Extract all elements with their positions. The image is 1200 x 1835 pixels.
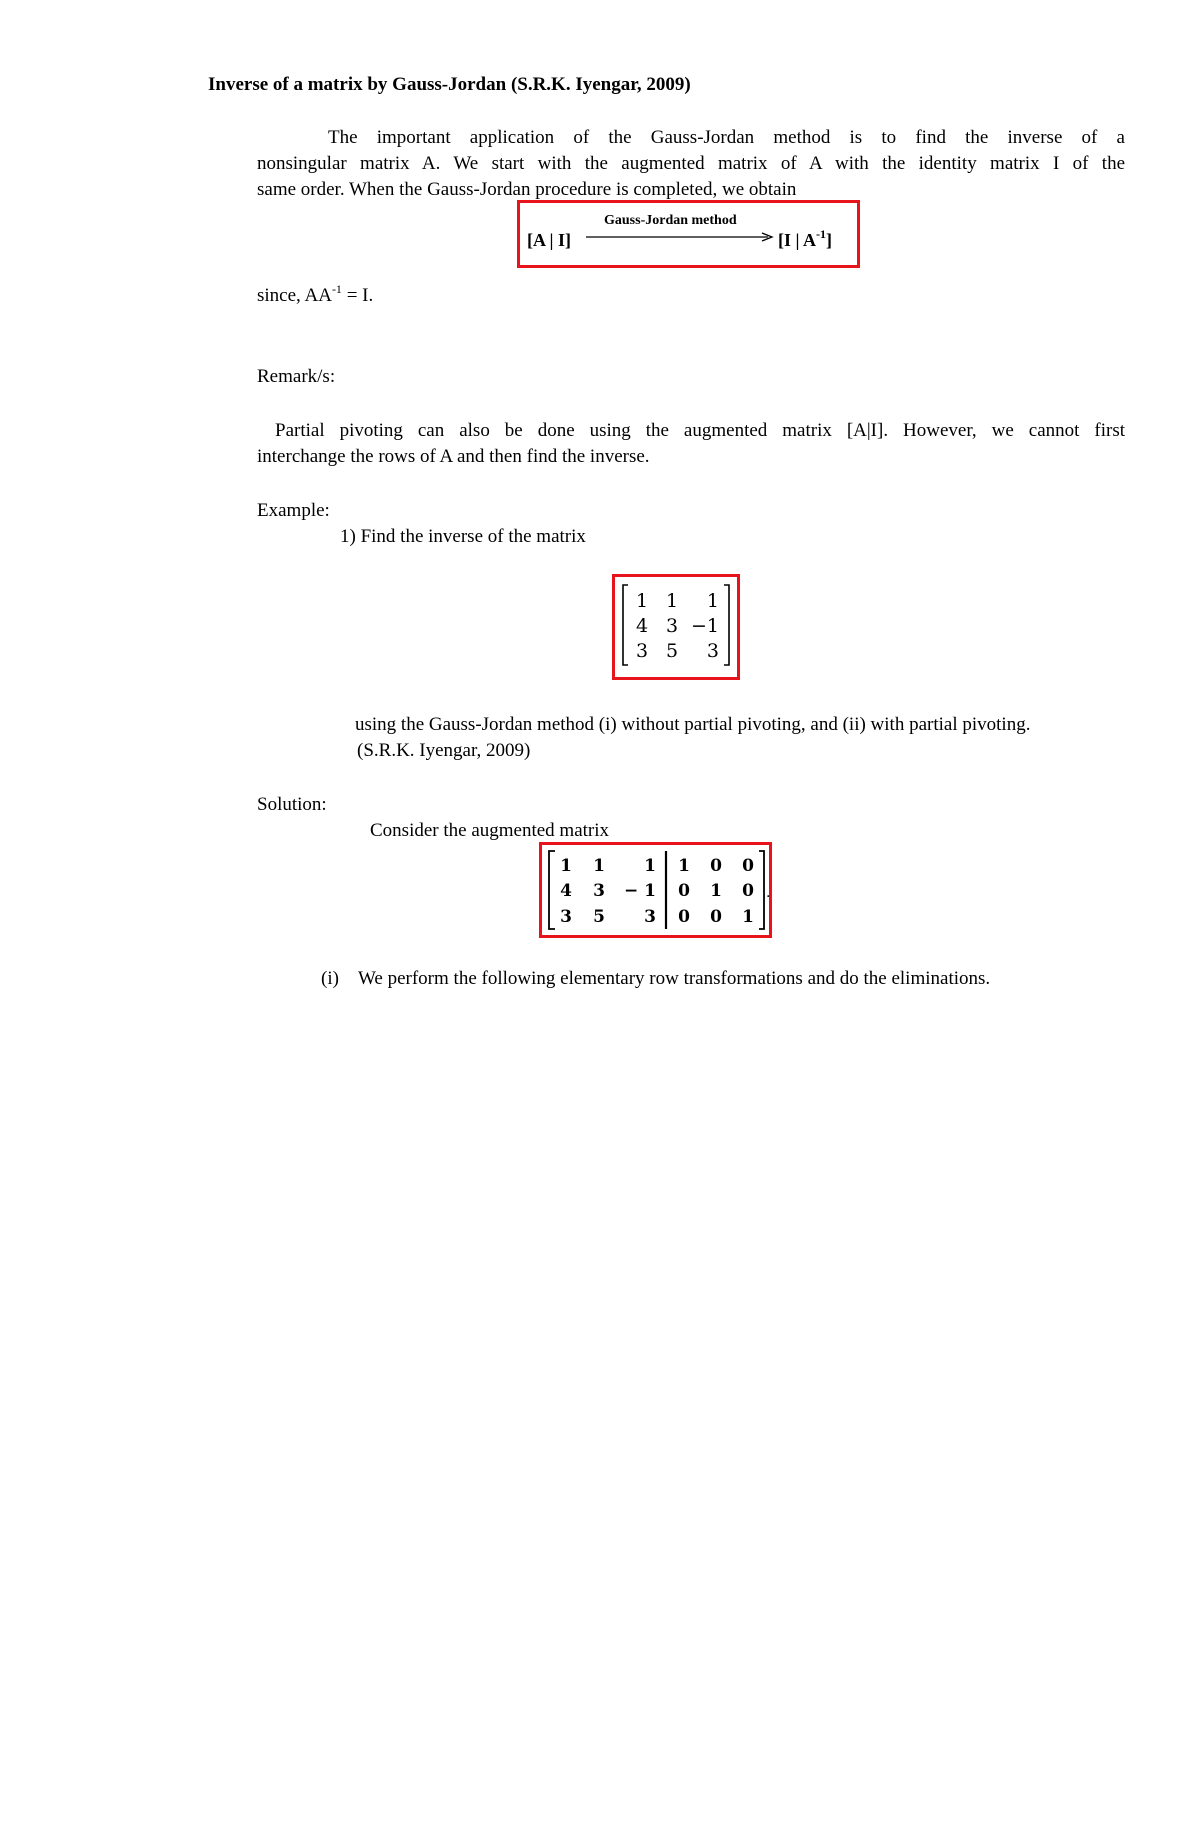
matrix-cell: 1 <box>706 590 719 612</box>
left-bracket <box>623 585 628 665</box>
matrix-cell: 1 <box>665 590 679 612</box>
matrix-cell: 3 <box>665 615 679 637</box>
intro-line-1: The important application of the Gauss-Jordan method is to find the inverse of a <box>328 127 1125 148</box>
augmented-cell: 3 <box>593 881 605 901</box>
right-arrow-icon <box>586 230 774 244</box>
intro-line-3: same order. When the Gauss-Jordan procedure is completed, we obtain <box>257 179 797 200</box>
augmented-cell: 1 <box>644 856 656 876</box>
page-title: Inverse of a matrix by Gauss-Jordan (S.R.K. Iyengar, 2009) <box>208 74 691 95</box>
citation: (S.R.K. Iyengar, 2009) <box>357 740 531 761</box>
augmented-cell: 1 <box>560 856 572 876</box>
augmented-cell: 0 <box>742 881 754 901</box>
augmented-cell: 1 <box>593 856 605 876</box>
augmented-a-i-label: [A | I] <box>527 230 571 250</box>
augmented-cell: 0 <box>678 907 690 927</box>
matrix-cell: −1 <box>690 615 719 637</box>
identity-inverse-main: [I | A <box>778 230 816 250</box>
identity-inverse-label <box>778 227 832 253</box>
matrix-a-figure <box>612 574 740 680</box>
remark-line-1: Partial pivoting can also be done using the augmented matrix [A|I]. However, we cannot first <box>275 420 1125 441</box>
since-statement <box>257 283 373 309</box>
left-bracket <box>549 851 555 929</box>
matrix-cell: 4 <box>635 615 649 637</box>
augmented-cell: 1 <box>710 881 722 901</box>
augmented-cell: 3 <box>560 907 572 927</box>
since-superscript: -1 <box>331 282 342 296</box>
augmented-cell: 4 <box>560 881 572 901</box>
augmented-cell: − 1 <box>624 881 656 901</box>
augmented-matrix-figure <box>539 842 772 938</box>
right-bracket <box>724 585 729 665</box>
identity-inverse-close: ] <box>825 230 832 250</box>
matrix-cell: 3 <box>635 640 649 662</box>
matrix-cell: 3 <box>706 640 719 662</box>
augmented-cell: 0 <box>710 907 722 927</box>
since-suffix: = I. <box>341 285 374 306</box>
augmented-trailing-period: . <box>766 885 771 901</box>
matrix-cell: 1 <box>635 590 649 612</box>
step-i <box>321 966 990 992</box>
example-heading: Example: <box>257 500 330 521</box>
inverse-superscript: -1 <box>815 227 826 241</box>
solution-heading: Solution: <box>257 794 327 815</box>
step-i-number: (i) <box>321 968 339 989</box>
augmented-cell: 3 <box>644 907 656 927</box>
matrix-a <box>615 577 737 677</box>
remark-line-2: interchange the rows of A and then find the inverse. <box>257 446 650 467</box>
gauss-jordan-method-label: Gauss-Jordan method <box>604 213 737 228</box>
example-item-1: 1) Find the inverse of the matrix <box>340 526 586 547</box>
using-text: using the Gauss-Jordan method (i) without partial pivoting, and (ii) with partial pivoting. <box>355 714 1031 735</box>
intro-paragraph <box>257 125 1125 203</box>
augmented-cell: 0 <box>742 856 754 876</box>
remarks-heading: Remark/s: <box>257 366 336 387</box>
augmented-cell: 1 <box>678 856 690 876</box>
step-i-text: We perform the following elementary row transformations and do the eliminations. <box>358 968 991 989</box>
augmented-cell: 0 <box>678 881 690 901</box>
augmented-cell: 5 <box>593 907 605 927</box>
consider-text: Consider the augmented matrix <box>370 820 610 841</box>
matrix-cell: 5 <box>665 640 679 662</box>
since-prefix: since, AA <box>257 285 332 306</box>
augmented-cell: 1 <box>742 907 754 927</box>
augmented-matrix <box>542 845 769 935</box>
intro-line-2: nonsingular matrix A. We start with the augmented matrix of A with the identity matrix I of the <box>257 153 1125 174</box>
gauss-jordan-figure <box>517 200 860 268</box>
augmented-cell: 0 <box>710 856 722 876</box>
remark-paragraph <box>257 418 1125 470</box>
right-bracket <box>759 851 764 929</box>
